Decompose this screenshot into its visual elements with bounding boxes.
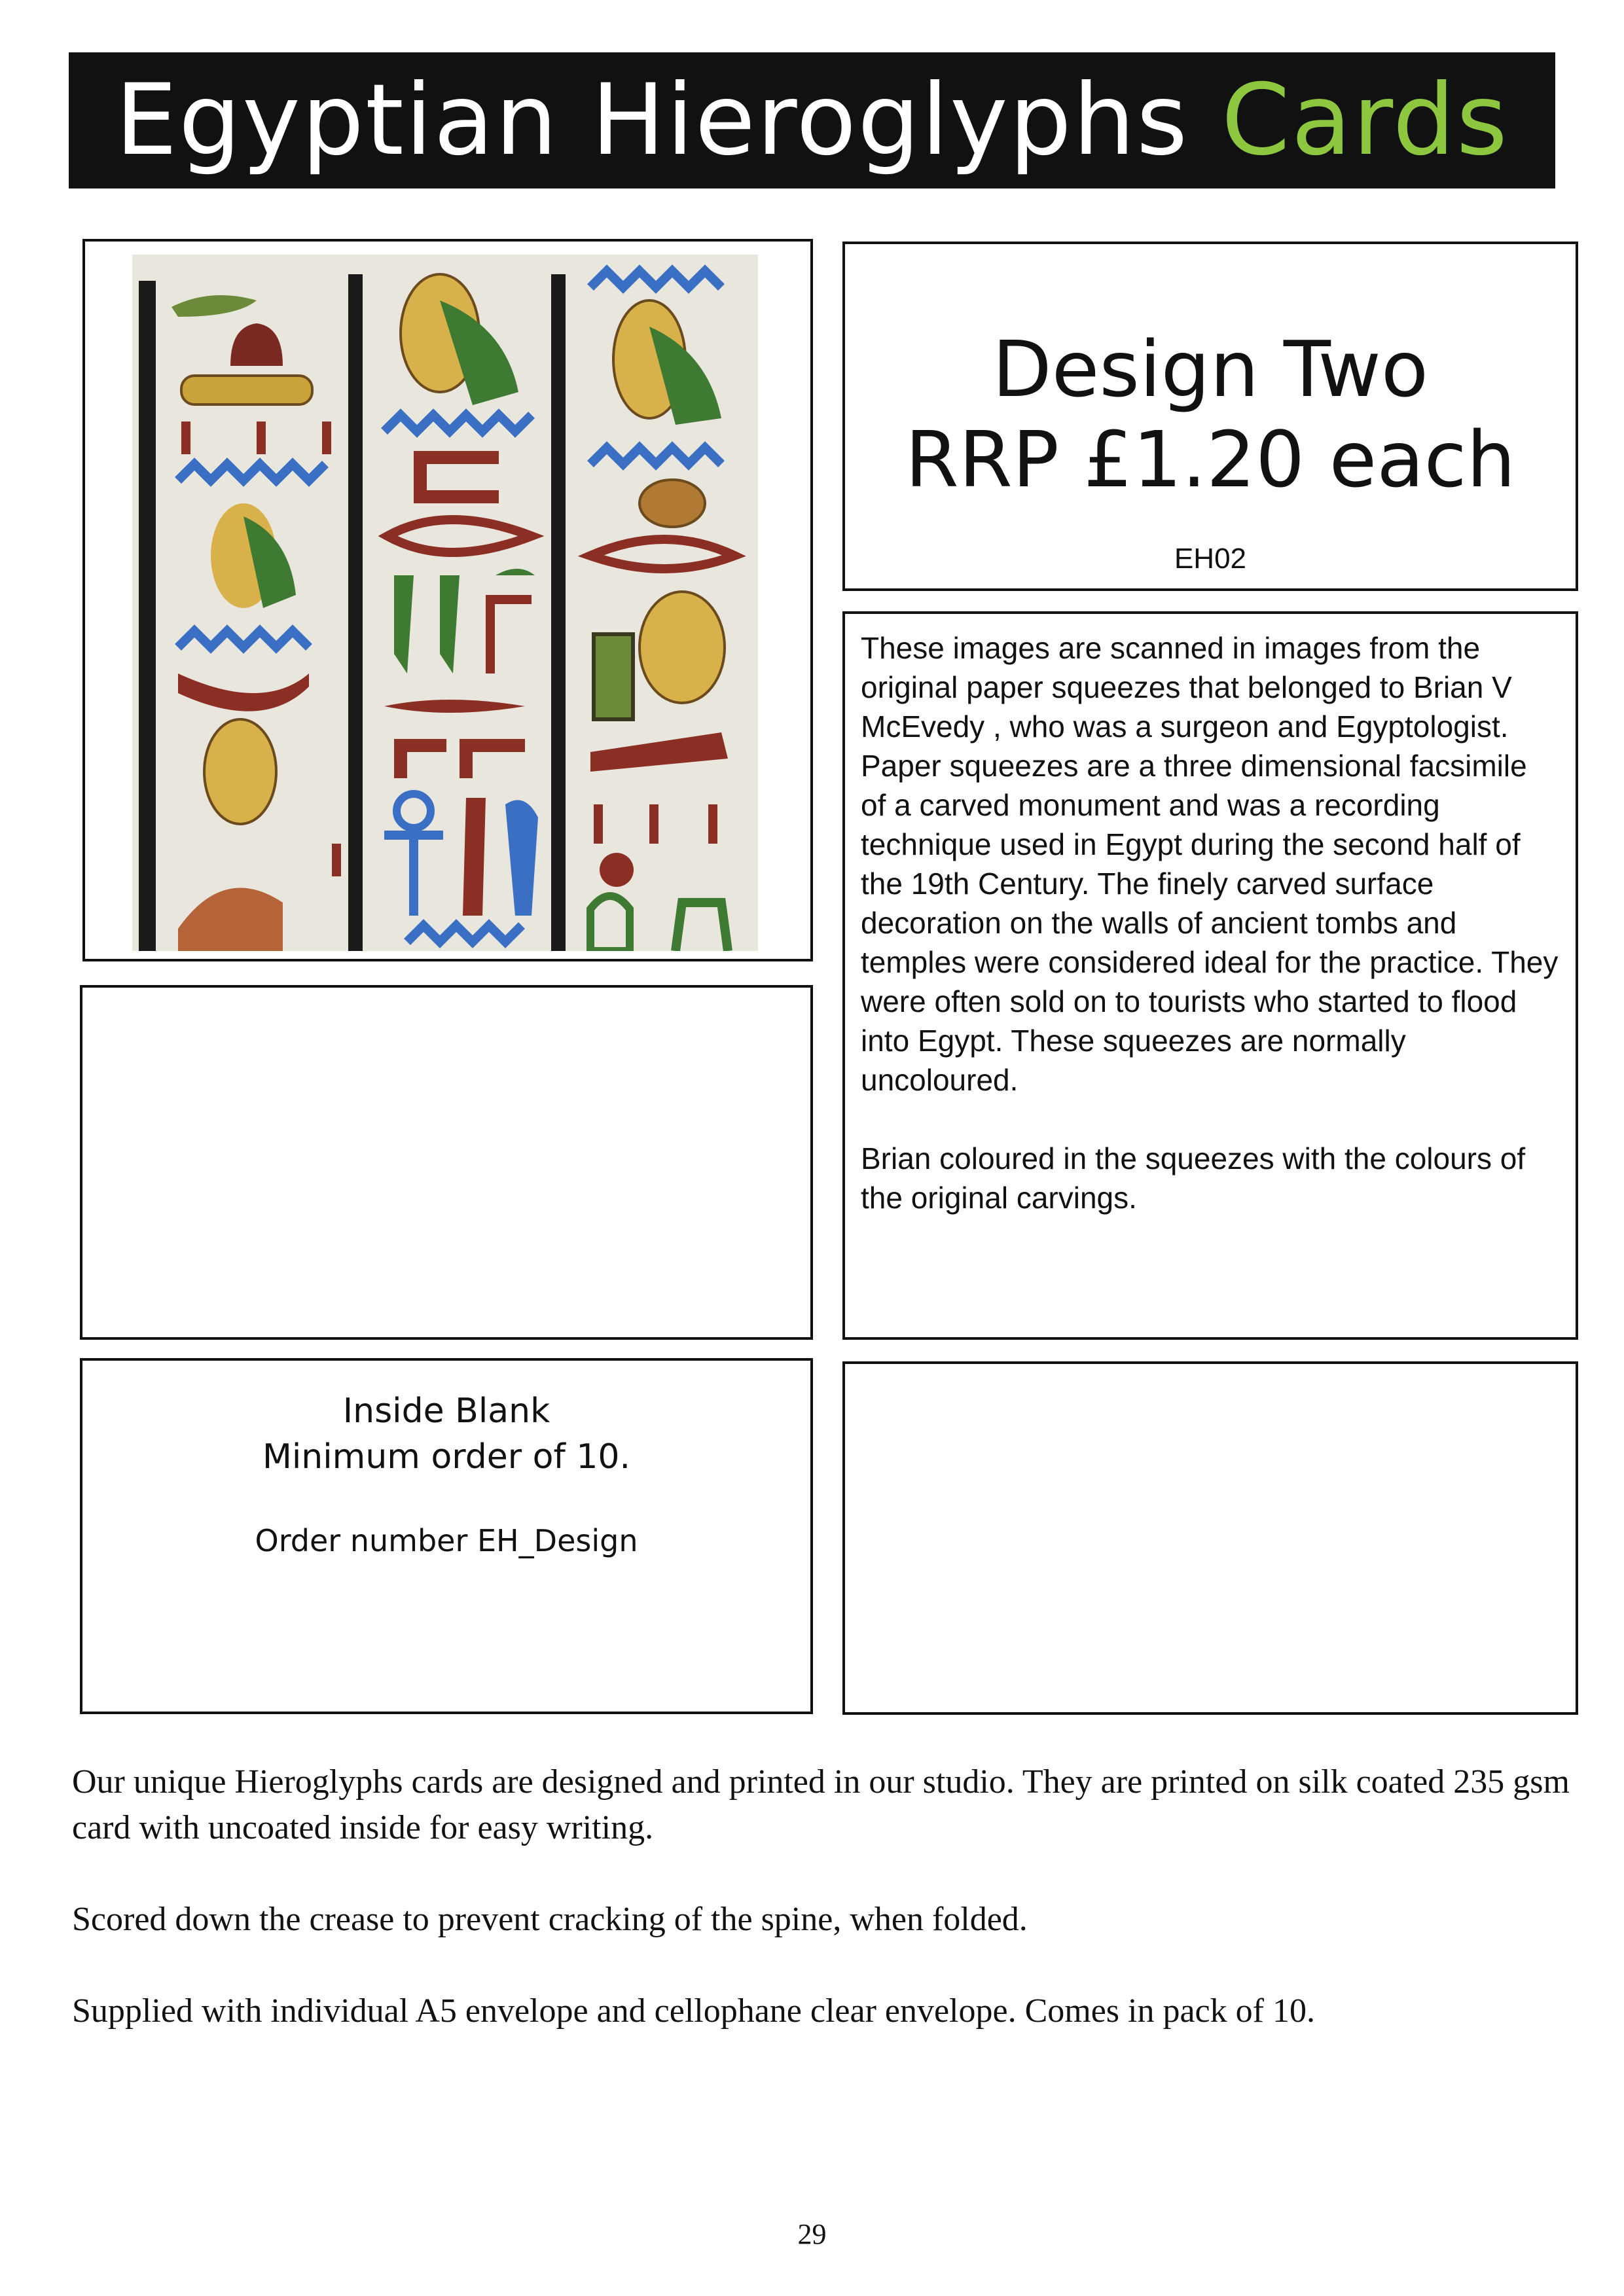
design-title-panel [842,242,1578,591]
page-number: 29 [797,2218,827,2250]
design-price: RRP £1.20 each [905,414,1516,505]
title-main: Egyptian Hieroglyphs [115,63,1189,177]
card-image-frame [82,239,813,961]
blank-card-panel [80,985,813,1340]
title-accent: Cards [1221,63,1509,177]
blank-panel-right [842,1361,1578,1715]
page-title [115,63,1509,177]
body-paragraph-2: Scored down the crease to prevent cracking of the spine, when folded. [72,1901,1028,1938]
description-paragraph-2: Brian coloured in the squeezes with the colours of the original carvings. [861,1141,1526,1215]
inside-blank-label: Inside Blank [342,1391,550,1431]
body-paragraph-3: Supplied with individual A5 envelope and cellophane clear envelope. Comes in pack of 10. [72,1992,1315,2030]
order-info-panel [80,1358,813,1714]
design-code: EH02 [1174,543,1247,575]
product-description [72,1759,1571,2080]
minimum-order-label: Minimum order of 10. [262,1437,631,1477]
title-banner [69,52,1555,188]
design-name: Design Two [992,324,1429,414]
description-panel [842,611,1578,1340]
body-paragraph-1: Our unique Hieroglyphs cards are designed and printed in our studio. They are printed on silk coated 235 gsm card with uncoated inside for easy writing. [72,1763,1570,1846]
description-paragraph-1: These images are scanned in images from the original paper squeezes that belonged to Brian V McEvedy , who was a surgeon and Egyptologist. Paper squeezes are a three dimensional facsimile of a carved monument and was a recording technique used in Egypt during the second half of the 19th Century. The finely carved surface decoration on the walls of ancient tombs and temples were considered ideal for the practice. They were often sold on to tourists who started to flood into Egypt. These squeezes are normally uncoloured. [861,631,1559,1097]
hieroglyphs-photo [132,255,758,951]
design-heading [845,324,1576,505]
order-number-label: Order number EH_Design [255,1523,638,1558]
